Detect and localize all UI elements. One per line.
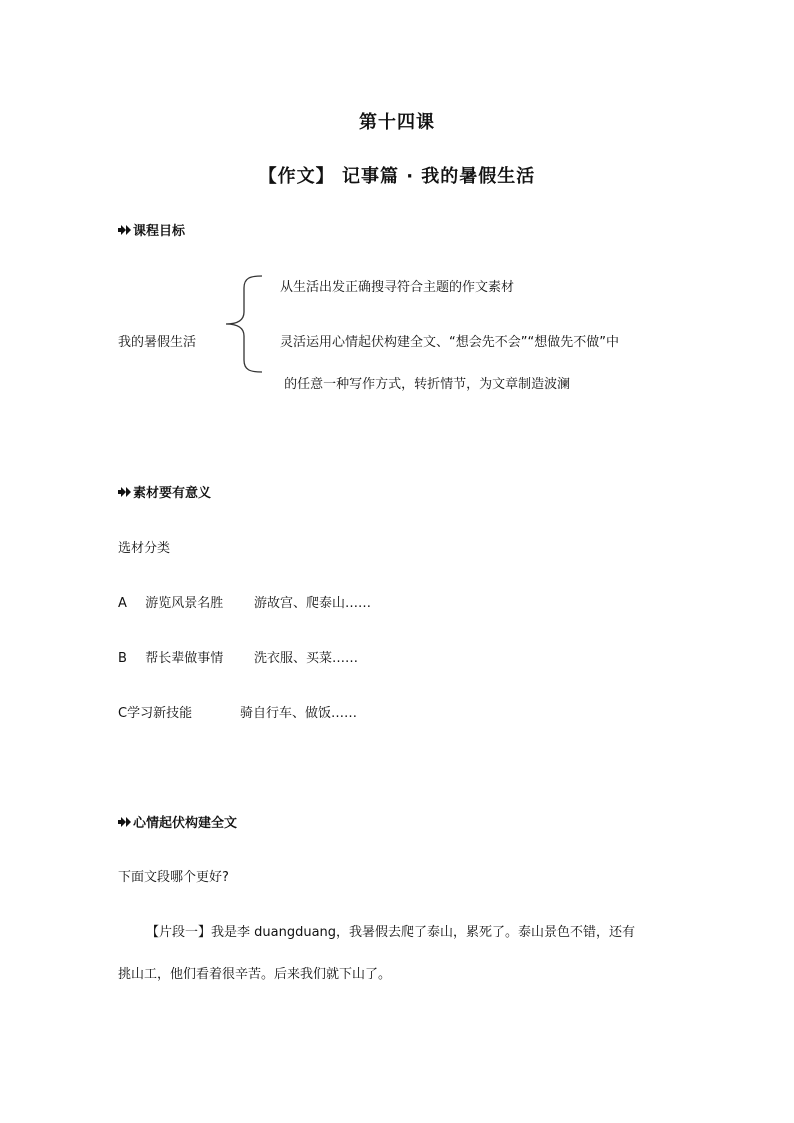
option-letter: A [118,596,127,611]
double-arrow-icon [118,817,132,827]
option-c-examples: 骑自行车、做饭…… [240,706,358,721]
option-a-examples: 游故宫、爬泰山…… [254,596,372,611]
question-text: 下面文段哪个更好? [118,870,229,885]
fragment-paragraph-line2: 挑山工，他们看着很辛苦。后来我们就下山了。 [118,967,392,982]
option-category: 帮长辈做事情 [145,651,224,666]
option-letter: C [118,706,128,721]
section-heading-text: 素材要有意义 [133,486,212,501]
lesson-topic-title: 【作文】 记事篇 · 我的暑假生活 [258,166,536,187]
section-heading-material [118,482,211,501]
goal-topic-label: 我的暑假生活 [118,335,197,350]
fragment-tag: 【片段一】 [146,925,212,940]
goal-item-2: 灵活运用心情起伏构建全文、“想会先不会”“想做先不做”中 [280,335,619,350]
classify-label: 选材分类 [118,541,171,556]
section-heading-text: 心情起伏构建全文 [133,816,238,831]
fragment-text-line1: 我是李 duangduang，我暑假去爬了泰山，累死了。泰山景色不错，还有 [211,925,636,940]
double-arrow-icon [118,487,132,497]
option-b [118,647,223,666]
curly-brace [222,274,266,374]
option-category: 学习新技能 [127,706,193,721]
option-c [118,702,192,721]
section-heading-mood [118,812,237,831]
fragment-paragraph-line1 [146,921,635,940]
lesson-number-title: 第十四课 [359,112,435,133]
option-letter: B [118,651,127,666]
option-category: 游览风景名胜 [145,596,224,611]
option-b-examples: 洗衣服、买菜…… [254,651,359,666]
double-arrow-icon [118,225,132,235]
goal-item-1: 从生活出发正确搜寻符合主题的作文素材 [280,280,515,295]
section-heading-goals [118,220,185,239]
section-heading-text: 课程目标 [133,224,186,239]
option-a [118,592,223,611]
goal-item-3: 的任意一种写作方式，转折情节，为文章制造波澜 [280,377,571,392]
